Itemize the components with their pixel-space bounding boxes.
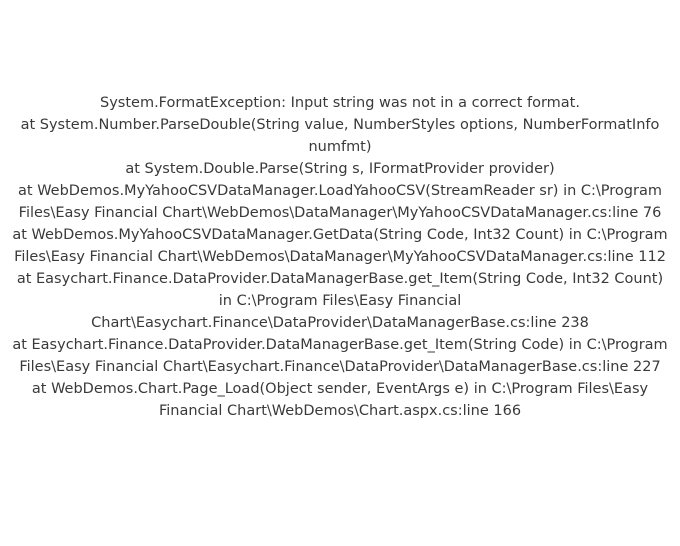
stack-line: at WebDemos.Chart.Page_Load(Object sender, EventArgs e) in C:\Program Files\Easy Financial Chart\WebDemos\Chart.aspx.cs:line 166 xyxy=(31,381,653,419)
stack-line: at System.Double.Parse(String s, IFormatProvider provider) xyxy=(125,161,555,177)
stack-line: at Easychart.Finance.DataProvider.DataManagerBase.get_Item(String Code) in C:\Program Files\Easy Financial Chart\Easychart.Finance\DataProvider\DataManagerBase.cs:line 227 xyxy=(12,337,673,375)
stack-line: at WebDemos.MyYahooCSVDataManager.LoadYahooCSV(StreamReader sr) in C:\Program Files\Easy Financial Chart\WebDemos\DataManager\MyYahooCSVDataManager.cs:line 76 xyxy=(18,183,667,221)
stack-line: at System.Number.ParseDouble(String value, NumberStyles options, NumberFormatInfo numfmt) xyxy=(20,117,664,155)
stack-line: at Easychart.Finance.DataProvider.DataManagerBase.get_Item(String Code, Int32 Count) in C:\Program Files\Easy Financial Chart\Easychart.Finance\DataProvider\DataManagerBase.cs:line 238 xyxy=(16,271,668,331)
stack-line: System.FormatException: Input string was not in a correct format. xyxy=(100,95,580,111)
exception-stack-trace xyxy=(0,92,680,422)
stack-line: at WebDemos.MyYahooCSVDataManager.GetData(String Code, Int32 Count) in C:\Program Files\Easy Financial Chart\WebDemos\DataManager\MyYahooCSVDataManager.cs:line 112 xyxy=(12,227,673,265)
